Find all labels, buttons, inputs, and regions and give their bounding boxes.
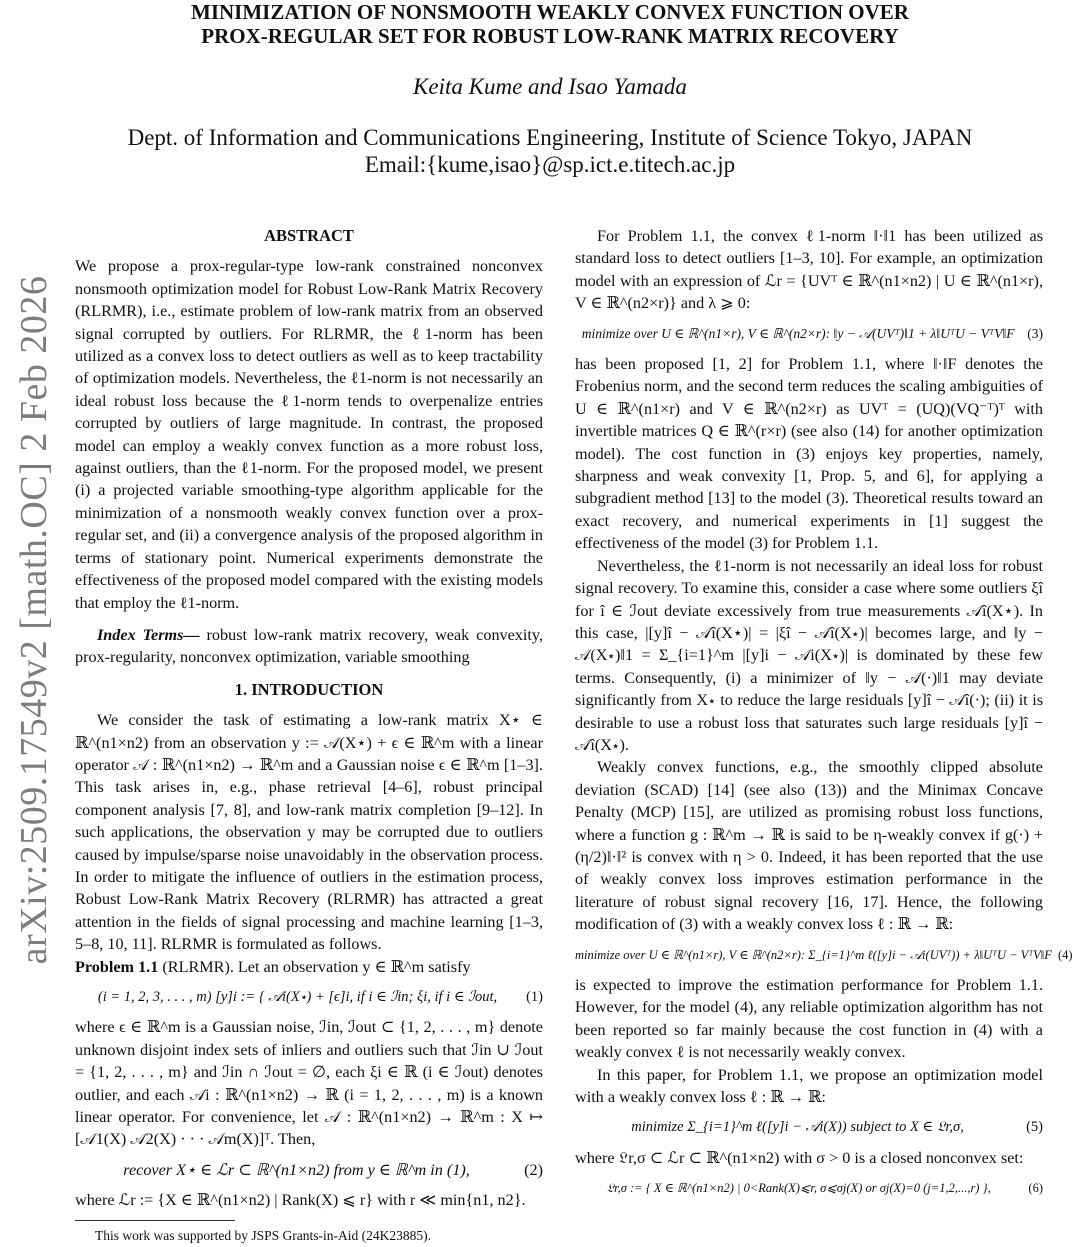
equation-3-number: (3) xyxy=(1027,325,1043,341)
title-line-1: MINIMIZATION OF NONSMOOTH WEAKLY CONVEX FUNCTION OVER xyxy=(191,0,909,24)
equation-2-body: recover X⋆ ∈ ℒr ⊂ ℝ^(n1×n2) from y ∈ ℝ^m in (1), xyxy=(123,1160,470,1179)
right-paragraph-7: where 𝔏r,σ ⊂ ℒr ⊂ ℝ^(n1×n2) with σ > 0 is a closed nonconvex set: xyxy=(575,1148,1024,1167)
equation-3-body: minimize over U ∈ ℝ^(n1×r), V ∈ ℝ^(n2×r): ‖y − 𝒜(UVᵀ)‖1 + λ‖UᵀU − VᵀV‖F xyxy=(581,325,1015,341)
abstract-heading: ABSTRACT xyxy=(264,226,354,245)
equation-2-number: (2) xyxy=(524,1160,543,1179)
authors: Keita Kume and Isao Yamada xyxy=(413,74,687,99)
right-paragraph-6: In this paper, for Problem 1.1, we propose an optimization model with a weakly convex loss ℓ : ℝ → ℝ: xyxy=(575,1065,1043,1107)
equation-4-body: minimize over U ∈ ℝ^(n1×r), V ∈ ℝ^(n2×r): Σ_{i=1}^m ℓ([y]i − 𝒜i(UVᵀ)) + λ‖UᵀU − VᵀV‖F xyxy=(575,947,1052,962)
problem-statement xyxy=(75,956,543,978)
equation-4-number: (4) xyxy=(1057,947,1073,962)
affiliation-block xyxy=(80,124,1020,178)
abstract-text: We propose a prox-regular-type low-rank constrained nonconvex nonsmooth optimization model for Robust Low-Rank Matrix Recovery (RLRMR), i.e., estimate problem of low-rank matrix from an observed signal corrupted by outliers. For RLRMR, the ℓ1-norm has been utilized as a convex loss to detect outliers as well as to keep tractability of optimization models. Nevertheless, the ℓ1-norm is not necessarily an ideal robust loss because the ℓ1-norm tends to overpenalize entries corrupted by outliers of large magnitude. In contrast, the proposed model can employ a weakly convex function as a more robust loss, against outliers, than the ℓ1-norm. For the proposed model, we present (i) a projected variable smoothing-type algorithm applicable for the minimization of a nonsmooth weakly convex function over a prox-regular set, and (ii) a convergence analysis of the proposed algorithm in terms of stationary point. Numerical experiments demonstrate the effectiveness of the proposed model compared with the existing models that employ the ℓ1-norm. xyxy=(75,257,543,612)
right-paragraph-1: For Problem 1.1, the convex ℓ1-norm ‖·‖1 has been utilized as standard loss to detect outliers [1–3, 10]. For example, an optimization model with an expression of ℒr = {UVᵀ ∈ ℝ^(n1×n2) | U ∈ ℝ^(n1×r), V ∈ ℝ^(n2×r)} and λ ⩾ 0: xyxy=(575,227,1043,313)
arxiv-identifier: arXiv:2509.17549v2 [math.OC] 2 Feb 2026 xyxy=(13,275,55,965)
equation-5-number: (5) xyxy=(1026,1119,1043,1136)
equation-2 xyxy=(75,1159,543,1181)
right-paragraph-5: is expected to improve the estimation performance for Problem 1.1. However, for the model (4), any reliable optimization algorithm has not been reported so far mainly because the cost function in (4) with a weakly convex ℓ is not necessarily weakly convex. xyxy=(575,976,1043,1062)
equation-6-body: 𝔏r,σ := { X ∈ ℝ^(n1×n2) | 0<Rank(X)⩽r, σ⩽σj(X) or σj(X)=0 (j=1,2,...,r) }, xyxy=(606,1181,991,1196)
equation-3 xyxy=(575,323,1043,345)
index-terms xyxy=(75,624,543,669)
affiliation: Dept. of Information and Communications Engineering, Institute of Science Tokyo, JAPAN xyxy=(127,125,973,150)
left-column xyxy=(75,225,543,1247)
equation-4 xyxy=(575,944,1073,966)
email: Email:{kume,isao}@sp.ict.e.titech.ac.jp xyxy=(364,152,736,177)
equation-5-body: minimize Σ_{i=1}^m ℓ([y]i − 𝒜i(X)) subject to X ∈ 𝔏r,σ, xyxy=(631,1119,964,1136)
title-line-2: PROX-REGULAR SET FOR ROBUST LOW-RANK MATRIX RECOVERY xyxy=(201,24,899,48)
right-column xyxy=(575,225,1073,1208)
paper-title xyxy=(80,0,1020,48)
equation-1-body: (i = 1, 2, 3, . . . , m) [y]i := { 𝒜i(X⋆) + [ϵ]i, if i ∈ ℐin; ξi, if i ∈ ℐout, xyxy=(97,989,498,1005)
equation-1 xyxy=(75,986,543,1008)
right-paragraph-3: Nevertheless, the ℓ1-norm is not necessarily an ideal loss for robust signal recovery. To examine this, consider a case where some outliers ξî for î ∈ ℐout deviate excessively from true measurements 𝒜î(X⋆). In this case, |[y]î − 𝒜î(X⋆)| = |ξî − 𝒜î(X⋆)| becomes large, and ‖y − 𝒜(X⋆)‖1 = Σ_{i=1}^m |[y]i − 𝒜i(X⋆)| is dominated by these few terms. Consequently, (i) a minimizer of ‖y − 𝒜(·)‖1 may deviate significantly from X⋆ to reduce the large residuals [y]î − 𝒜î(·); (ii) it is desirable to use a robust loss that saturates such large residuals [y]î − 𝒜î(X⋆). xyxy=(575,556,1043,754)
right-paragraph-4: Weakly convex functions, e.g., the smoothly clipped absolute deviation (SCAD) [14] (see also (13)) and the Minimax Concave Penalty (MCP) [15], are utilized as promising robust loss functions, where a function g : ℝ^m → ℝ is said to be η-weakly convex if g(·) + (η/2)‖·‖² is convex with η > 0. Indeed, it has been reported that the use of weakly convex loss improves estimation performance in the literature of robust signal recovery [16, 17]. Hence, the following modification of (3) with a weakly convex loss ℓ : ℝ → ℝ: xyxy=(575,758,1043,934)
after-equation-2: where ℒr := {X ∈ ℝ^(n1×n2) | Rank(X) ⩽ r} with r ≪ min{n1, n2}. xyxy=(75,1191,526,1210)
index-terms-label: Index Terms— xyxy=(97,625,200,644)
footnote: This work was supported by JSPS Grants-in-Aid (24K23885). xyxy=(95,1227,431,1243)
intro-heading: 1. INTRODUCTION xyxy=(234,679,384,699)
equation-6 xyxy=(575,1177,1043,1199)
problem-text: (RLRMR). Let an observation y ∈ ℝ^m satisfy xyxy=(158,957,471,976)
problem-label: Problem 1.1 xyxy=(75,957,159,976)
index-terms-text: robust low-rank matrix recovery, weak convexity, prox-regularity, nonconvex optimization, variable smoothing xyxy=(75,625,543,667)
right-paragraph-2: has been proposed [1, 2] for Problem 1.1, where ‖·‖F denotes the Frobenius norm, and the second term reduces the scaling ambiguities of U ∈ ℝ^(n1×r) and V ∈ ℝ^(n2×r) as UVᵀ = (UQ)(VQ⁻ᵀ)ᵀ with invertible matrices Q ∈ ℝ^(r×r) (see also (14) for another optimization model). The cost function in (3) enjoys key properties, namely, sharpness and weak convexity [1, Prop. 5, and 6], for applying a subgradient method [13] to the model (3). Theoretical results toward an exact recovery, and numerical experiments in [1] suggest the effectiveness of the model (3) for Problem 1.1. xyxy=(575,355,1043,553)
equation-6-number: (6) xyxy=(1028,1181,1043,1196)
equation-5 xyxy=(575,1116,1043,1138)
equation-1-number: (1) xyxy=(526,989,543,1005)
arxiv-sidebar xyxy=(0,0,62,1200)
footnote-rule xyxy=(75,1220,235,1221)
after-equation-1: where ϵ ∈ ℝ^m is a Gaussian noise, ℐin, ℐout ⊂ {1, 2, . . . , m} denote unknown disjoint index sets of inliers and outliers such that ℐin ∪ ℐout = {1, 2, . . . , m} and ℐin ∩ ℐout = ∅, each ξi ∈ ℝ (i ∈ ℐout) denotes outlier, and each 𝒜i : ℝ^(n1×n2) → ℝ (i = 1, 2, . . . , m) is a known linear operator. For convenience, let 𝒜 : ℝ^(n1×n2) → ℝ^m : X ↦ [𝒜1(X) 𝒜2(X) · · · 𝒜m(X)]ᵀ. Then, xyxy=(75,1018,543,1149)
intro-paragraph-1: We consider the task of estimating a low-rank matrix X⋆ ∈ ℝ^(n1×n2) from an observation y := 𝒜(X⋆) + ϵ ∈ ℝ^m with a linear operator 𝒜 : ℝ^(n1×n2) → ℝ^m and a Gaussian noise ϵ ∈ ℝ^m [1–3]. This task arises in, e.g., phase retrieval [4–6], robust principal component analysis [7, 8], and low-rank matrix completion [9–12]. In such applications, the observation y may be corrupted due to outliers caused by impulse/sparse noise unavoidably in the observation process. In order to mitigate the influence of outliers in the estimation process, Robust Low-Rank Matrix Recovery (RLRMR) has attracted a great attention in the fields of signal processing and machine learning [1–3, 5–8, 10, 11]. RLRMR is formulated as follows. xyxy=(75,711,543,954)
